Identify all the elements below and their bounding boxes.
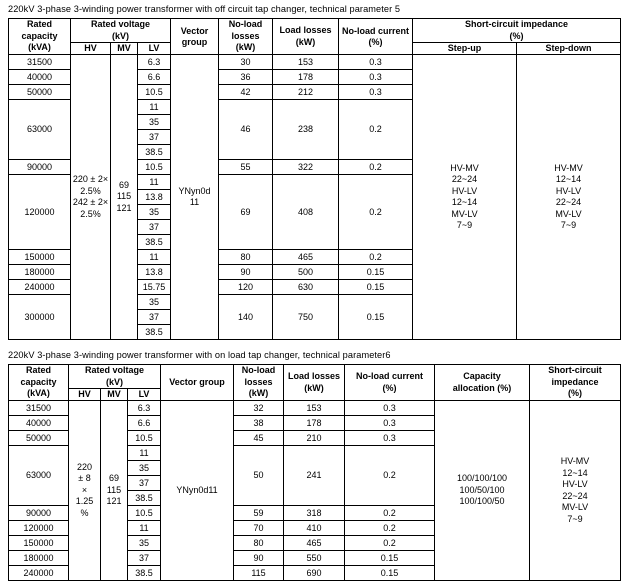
cell-hv-line-3: 1.25 (75, 496, 94, 507)
cell-rated-capacity: 150000 (9, 536, 69, 551)
cell-no-load-losses: 90 (234, 551, 284, 566)
cell-rated-capacity: 150000 (9, 250, 71, 265)
cell-no-load-losses: 45 (234, 431, 284, 446)
cell-no-load-current: 0.15 (339, 280, 413, 295)
cell-lv: 38.5 (128, 491, 161, 506)
th2-rated-voltage: Rated voltage (kV) (69, 365, 161, 389)
cell-lv: 35 (128, 461, 161, 476)
cell-rated-capacity: 240000 (9, 280, 71, 295)
cell-mv-line-2: 121 (116, 202, 132, 213)
cell-lv: 38.5 (128, 566, 161, 581)
cell-lv: 35 (138, 115, 171, 130)
cell-no-load-losses: 59 (234, 506, 284, 521)
cell-no-load-losses: 50 (234, 446, 284, 506)
cell-step-up-impedance (413, 55, 517, 340)
cell-no-load-current: 0.3 (339, 55, 413, 70)
cell-lv: 37 (128, 551, 161, 566)
cell-hv-line-1: 2.5% (80, 185, 101, 196)
th-step-down: Step-down (517, 43, 621, 55)
cell-hv-line-0: 220 (76, 461, 93, 472)
cell-rated-capacity: 63000 (9, 446, 69, 506)
cell-no-load-losses: 140 (219, 295, 273, 340)
th-rated-voltage: Rated voltage (kV) (71, 19, 171, 43)
cell-lv: 10.5 (128, 431, 161, 446)
cell-load-losses: 465 (284, 536, 345, 551)
cell-no-load-losses: 90 (219, 265, 273, 280)
cell-load-losses: 750 (273, 295, 339, 340)
cell-short-circuit-impedance-line-1: 12~14 (562, 467, 588, 478)
cell-load-losses: 212 (273, 85, 339, 100)
cell-load-losses: 410 (284, 521, 345, 536)
cell-hv (69, 401, 101, 581)
cell-no-load-current: 0.3 (345, 431, 435, 446)
cell-lv: 11 (128, 446, 161, 461)
cell-no-load-losses: 30 (219, 55, 273, 70)
cell-lv: 37 (128, 476, 161, 491)
cell-short-circuit-impedance (530, 401, 621, 581)
cell-rated-capacity: 40000 (9, 416, 69, 431)
table1-caption: 220kV 3-phase 3-winding power transformer with off circuit tap changer, technical parameter 5 (8, 4, 401, 14)
cell-no-load-current: 0.3 (339, 70, 413, 85)
cell-no-load-current: 0.2 (345, 536, 435, 551)
cell-vector-group-line-1: 11 (189, 197, 200, 207)
cell-no-load-losses: 55 (219, 160, 273, 175)
cell-rated-capacity: 31500 (9, 55, 71, 70)
th-short-circuit-impedance: Short-circuit impedance (%) (413, 19, 621, 43)
cell-lv: 6.3 (128, 401, 161, 416)
cell-rated-capacity: 300000 (9, 295, 71, 340)
cell-lv: 35 (138, 205, 171, 220)
cell-rated-capacity: 63000 (9, 100, 71, 160)
cell-lv: 38.5 (138, 325, 171, 340)
cell-short-circuit-impedance-line-4: MV-LV (561, 502, 589, 512)
cell-capacity-allocation-line-1: 100/50/100 (459, 484, 505, 495)
cell-mv-line-2: 121 (106, 496, 122, 507)
cell-no-load-current: 0.2 (345, 506, 435, 521)
cell-rated-capacity: 90000 (9, 160, 71, 175)
cell-vector-group-line-0: YNyn0d (178, 185, 211, 196)
cell-rated-capacity: 50000 (9, 431, 69, 446)
th-no-load-losses: No-load losses (kW) (219, 19, 273, 55)
cell-rated-capacity: 180000 (9, 551, 69, 566)
cell-rated-capacity: 50000 (9, 85, 71, 100)
cell-no-load-losses: 80 (219, 250, 273, 265)
cell-short-circuit-impedance-line-2: HV-LV (562, 479, 588, 489)
table-row (9, 55, 621, 70)
cell-no-load-losses: 80 (234, 536, 284, 551)
cell-load-losses: 630 (273, 280, 339, 295)
cell-mv (111, 55, 138, 340)
cell-no-load-current: 0.15 (339, 265, 413, 280)
th-no-load-current: No-load current (%) (339, 19, 413, 55)
cell-no-load-losses: 69 (219, 175, 273, 250)
table1-off-circuit-tap-changer (8, 18, 621, 340)
cell-capacity-allocation-line-0: 100/100/100 (456, 473, 508, 484)
cell-lv: 37 (138, 310, 171, 325)
cell-step-up-impedance-line-2: HV-LV (451, 185, 478, 196)
cell-lv: 38.5 (138, 235, 171, 250)
cell-no-load-current: 0.3 (345, 401, 435, 416)
cell-no-load-current: 0.2 (339, 100, 413, 160)
cell-load-losses: 408 (273, 175, 339, 250)
cell-no-load-current: 0.2 (339, 160, 413, 175)
th2-no-load-losses: No-load losses (kW) (234, 365, 284, 401)
cell-step-down-impedance-line-2: HV-LV (555, 185, 582, 196)
cell-rated-capacity: 90000 (9, 506, 69, 521)
cell-no-load-losses: 115 (234, 566, 284, 581)
cell-no-load-current: 0.2 (339, 175, 413, 250)
cell-step-up-impedance-line-4: MV-LV (451, 208, 478, 219)
th2-hv: HV (69, 389, 101, 401)
cell-lv: 10.5 (138, 85, 171, 100)
th2-vector-group: Vector group (161, 365, 234, 401)
cell-load-losses: 153 (273, 55, 339, 70)
cell-step-up-impedance-line-0: HV-MV (450, 162, 479, 173)
cell-no-load-current: 0.2 (339, 250, 413, 265)
cell-rated-capacity: 120000 (9, 175, 71, 250)
table2-on-load-tap-changer (8, 364, 621, 581)
cell-lv: 37 (138, 130, 171, 145)
th2-lv: LV (128, 389, 161, 401)
cell-step-up-impedance-line-5: 7~9 (456, 220, 473, 230)
cell-mv-line-0: 69 (108, 473, 119, 484)
cell-no-load-current: 0.3 (339, 85, 413, 100)
cell-step-up-impedance-line-1: 22~24 (451, 174, 478, 184)
cell-hv (71, 55, 111, 340)
cell-rated-capacity: 120000 (9, 521, 69, 536)
table2-caption: 220kV 3-phase 3-winding power transformer with on load tap changer, technical parameter6 (8, 350, 391, 360)
table1-header-row-1 (9, 19, 621, 43)
cell-load-losses: 210 (284, 431, 345, 446)
th-step-up: Step-up (413, 43, 517, 55)
cell-hv-line-2: × (81, 484, 88, 495)
cell-mv-line-1: 115 (106, 484, 122, 495)
cell-short-circuit-impedance-line-5: 7~9 (567, 513, 583, 524)
cell-vector-group (171, 55, 219, 340)
cell-no-load-current: 0.2 (345, 446, 435, 506)
cell-load-losses: 238 (273, 100, 339, 160)
th-hv: HV (71, 43, 111, 55)
cell-no-load-current: 0.3 (345, 416, 435, 431)
cell-no-load-current: 0.15 (345, 566, 435, 581)
cell-capacity-allocation (435, 401, 530, 581)
th-lv: LV (138, 43, 171, 55)
cell-lv: 11 (128, 521, 161, 536)
cell-hv-line-2: 242 ± 2× (72, 197, 109, 207)
cell-hv-line-0: 220 ± 2× (72, 174, 109, 184)
cell-no-load-losses: 70 (234, 521, 284, 536)
cell-vector-group: YNyn0d11 (161, 401, 234, 581)
cell-hv-line-3: 2.5% (80, 208, 101, 219)
cell-no-load-losses: 36 (219, 70, 273, 85)
table2-body (9, 401, 621, 581)
cell-mv-line-0: 69 (118, 179, 129, 190)
cell-mv-line-1: 115 (116, 191, 132, 202)
cell-hv-line-1: ± 8 (78, 473, 91, 484)
cell-step-up-impedance-line-3: 12~14 (451, 197, 478, 207)
cell-lv: 10.5 (128, 506, 161, 521)
cell-hv-line-4: % (80, 507, 89, 518)
th2-no-load-current: No-load current (%) (345, 365, 435, 401)
cell-step-down-impedance-line-1: 12~14 (555, 174, 582, 184)
cell-load-losses: 318 (284, 506, 345, 521)
cell-mv (101, 401, 128, 581)
cell-lv: 11 (138, 175, 171, 190)
cell-no-load-losses: 46 (219, 100, 273, 160)
cell-load-losses: 178 (273, 70, 339, 85)
cell-no-load-losses: 42 (219, 85, 273, 100)
cell-lv: 11 (138, 250, 171, 265)
th-load-losses: Load losses (kW) (273, 19, 339, 55)
cell-load-losses: 690 (284, 566, 345, 581)
cell-load-losses: 550 (284, 551, 345, 566)
cell-no-load-current: 0.2 (345, 521, 435, 536)
cell-lv: 6.3 (138, 55, 171, 70)
th-rated-capacity: Rated capacity (kVA) (9, 19, 71, 55)
cell-step-down-impedance-line-3: 22~24 (555, 197, 582, 207)
cell-no-load-current: 0.15 (339, 295, 413, 340)
th-vector-group: Vector group (171, 19, 219, 55)
cell-load-losses: 153 (284, 401, 345, 416)
cell-lv: 37 (138, 220, 171, 235)
cell-step-down-impedance-line-5: 7~9 (560, 220, 577, 230)
cell-rated-capacity: 240000 (9, 566, 69, 581)
cell-step-down-impedance-line-4: MV-LV (555, 208, 582, 219)
table-row (9, 401, 621, 416)
cell-short-circuit-impedance-line-3: 22~24 (562, 490, 588, 501)
cell-rated-capacity: 40000 (9, 70, 71, 85)
cell-lv: 11 (138, 100, 171, 115)
cell-lv: 15.75 (138, 280, 171, 295)
cell-lv: 13.8 (138, 190, 171, 205)
cell-lv: 13.8 (138, 265, 171, 280)
cell-rated-capacity: 31500 (9, 401, 69, 416)
cell-load-losses: 322 (273, 160, 339, 175)
cell-lv: 6.6 (138, 70, 171, 85)
cell-short-circuit-impedance-line-0: HV-MV (560, 456, 590, 466)
cell-load-losses: 241 (284, 446, 345, 506)
th2-rated-capacity: Rated capacity (kVA) (9, 365, 69, 401)
cell-load-losses: 500 (273, 265, 339, 280)
th2-capacity-allocation: Capacity allocation (%) (435, 365, 530, 401)
cell-lv: 38.5 (138, 145, 171, 160)
cell-load-losses: 465 (273, 250, 339, 265)
th2-load-losses: Load losses (kW) (284, 365, 345, 401)
cell-lv: 35 (138, 295, 171, 310)
cell-load-losses: 178 (284, 416, 345, 431)
cell-rated-capacity: 180000 (9, 265, 71, 280)
th2-short-circuit-impedance: Short-circuit impedance (%) (530, 365, 621, 401)
cell-lv: 35 (128, 536, 161, 551)
cell-no-load-losses: 38 (234, 416, 284, 431)
cell-capacity-allocation-line-2: 100/100/50 (459, 496, 505, 507)
cell-step-down-impedance-line-0: HV-MV (554, 162, 583, 173)
cell-no-load-current: 0.15 (345, 551, 435, 566)
th-mv: MV (111, 43, 138, 55)
cell-step-down-impedance (517, 55, 621, 340)
cell-lv: 10.5 (138, 160, 171, 175)
table2-header-row-1 (9, 365, 621, 389)
cell-no-load-losses: 32 (234, 401, 284, 416)
cell-no-load-losses: 120 (219, 280, 273, 295)
cell-lv: 6.6 (128, 416, 161, 431)
th2-mv: MV (101, 389, 128, 401)
table1-body (9, 55, 621, 340)
